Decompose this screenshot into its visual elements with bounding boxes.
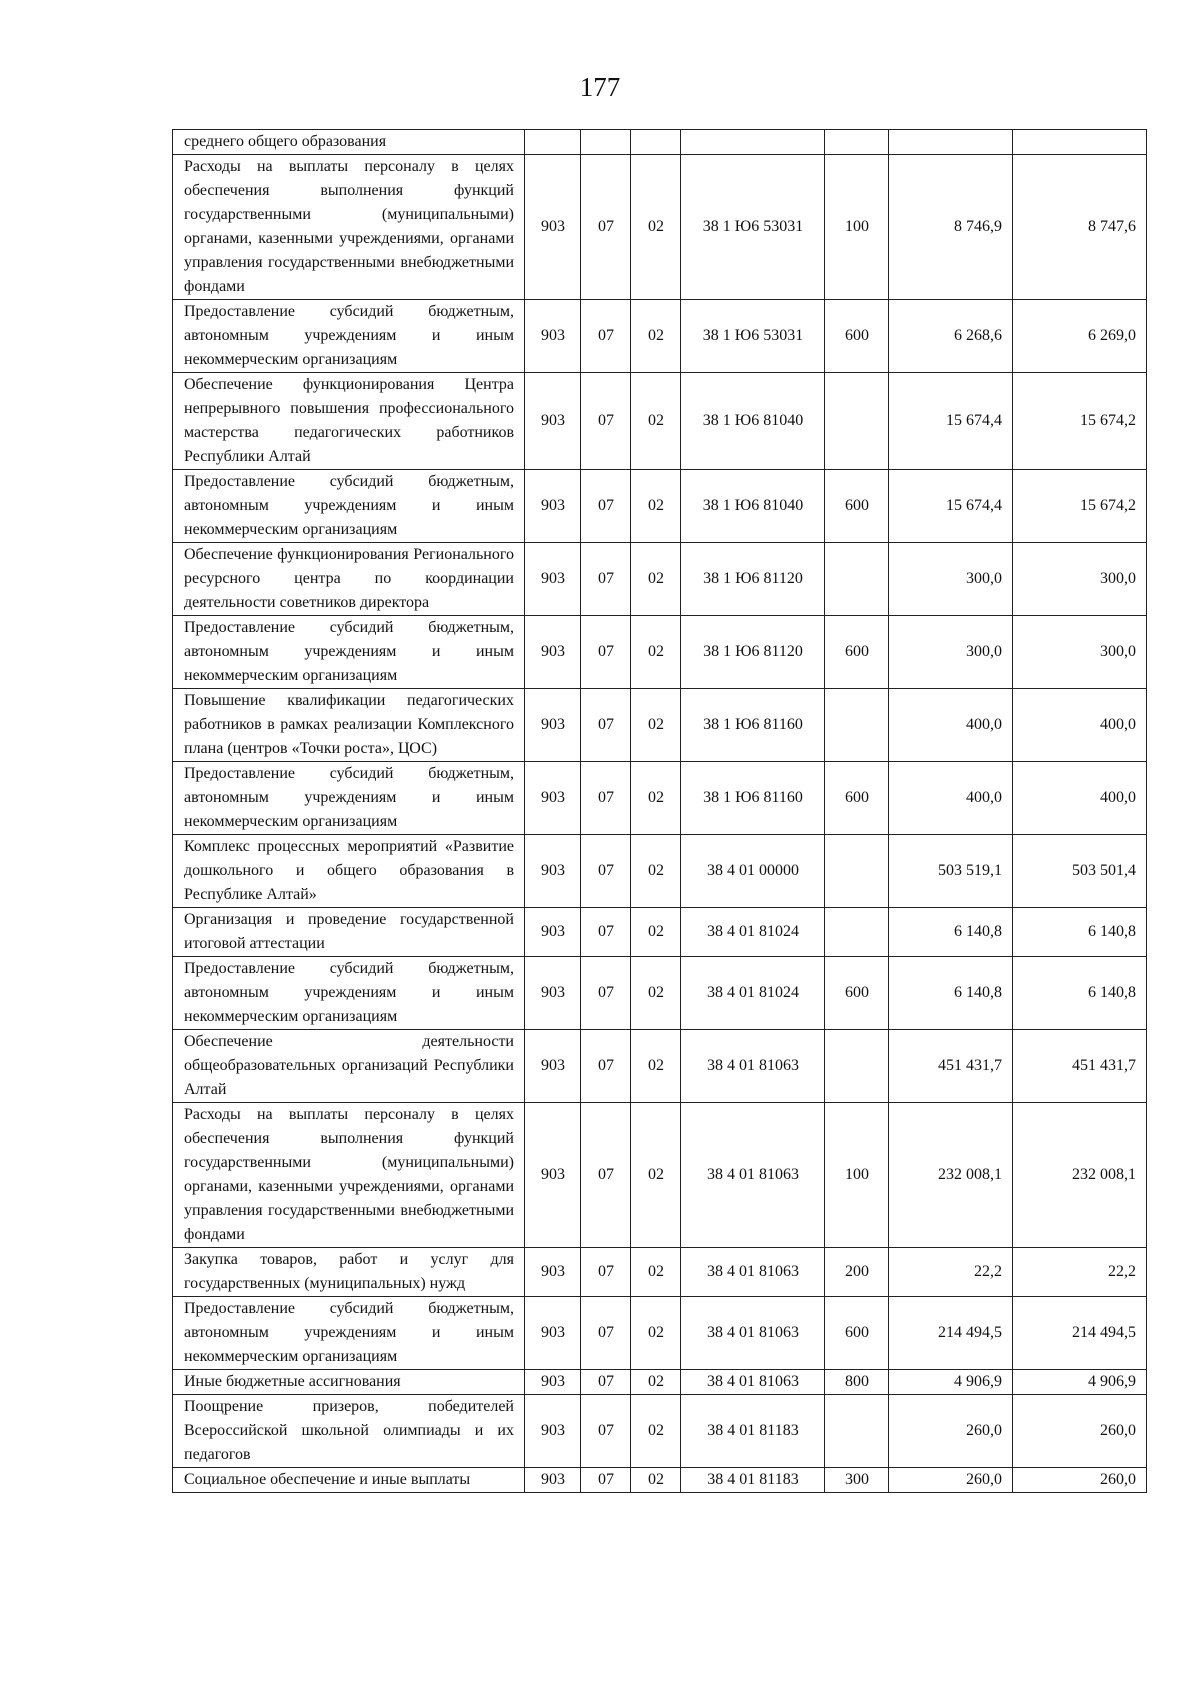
expense-type-code: 100	[825, 1103, 889, 1248]
section-code: 07	[581, 470, 631, 543]
subsection-code: 02	[631, 908, 681, 957]
expense-type-code	[825, 1395, 889, 1468]
target-article-code: 38 4 01 81063	[681, 1370, 825, 1395]
table-row	[173, 1395, 1147, 1468]
table-row	[173, 835, 1147, 908]
table-row	[173, 908, 1147, 957]
subsection-code: 02	[631, 1030, 681, 1103]
expense-type-code: 200	[825, 1248, 889, 1297]
amount-year-2	[1013, 130, 1147, 155]
section-code: 07	[581, 689, 631, 762]
row-description: Предоставление субсидий бюджетным, автономным учреждениям и иным некоммерческим организациям	[173, 616, 525, 689]
subsection-code: 02	[631, 689, 681, 762]
amount-year-2: 8 747,6	[1013, 155, 1147, 300]
amount-year-1: 300,0	[889, 543, 1013, 616]
amount-year-2: 400,0	[1013, 762, 1147, 835]
ministry-code: 903	[525, 300, 581, 373]
subsection-code: 02	[631, 1297, 681, 1370]
expense-type-code	[825, 689, 889, 762]
amount-year-1: 6 268,6	[889, 300, 1013, 373]
subsection-code: 02	[631, 1370, 681, 1395]
amount-year-2: 260,0	[1013, 1468, 1147, 1493]
expense-type-code: 600	[825, 957, 889, 1030]
amount-year-1: 232 008,1	[889, 1103, 1013, 1248]
ministry-code: 903	[525, 835, 581, 908]
target-article-code: 38 1 Ю6 81120	[681, 543, 825, 616]
expense-type-code: 600	[825, 616, 889, 689]
row-description: Обеспечение функционирования Центра непрерывного повышения профессионального мастерства педагогических работников Республики Алтай	[173, 373, 525, 470]
row-description: Предоставление субсидий бюджетным, автономным учреждениям и иным некоммерческим организациям	[173, 762, 525, 835]
section-code: 07	[581, 155, 631, 300]
row-description: Расходы на выплаты персоналу в целях обеспечения выполнения функций государственными (муниципальными) органами, казенными учреждениями, органами управления государственными внебюджетными фондами	[173, 1103, 525, 1248]
section-code: 07	[581, 1468, 631, 1493]
table-row	[173, 1030, 1147, 1103]
table-row	[173, 130, 1147, 155]
amount-year-1: 400,0	[889, 762, 1013, 835]
ministry-code: 903	[525, 373, 581, 470]
target-article-code: 38 4 01 81063	[681, 1103, 825, 1248]
subsection-code: 02	[631, 300, 681, 373]
section-code: 07	[581, 1370, 631, 1395]
ministry-code: 903	[525, 155, 581, 300]
ministry-code: 903	[525, 1103, 581, 1248]
target-article-code: 38 4 01 81183	[681, 1468, 825, 1493]
target-article-code: 38 1 Ю6 81040	[681, 470, 825, 543]
table-row	[173, 689, 1147, 762]
amount-year-1: 22,2	[889, 1248, 1013, 1297]
amount-year-2: 451 431,7	[1013, 1030, 1147, 1103]
amount-year-1: 400,0	[889, 689, 1013, 762]
ministry-code: 903	[525, 543, 581, 616]
amount-year-1: 214 494,5	[889, 1297, 1013, 1370]
amount-year-2: 260,0	[1013, 1395, 1147, 1468]
row-description: Обеспечение функционирования Регионального ресурсного центра по координации деятельности советников директора	[173, 543, 525, 616]
section-code: 07	[581, 1297, 631, 1370]
target-article-code: 38 4 01 81063	[681, 1248, 825, 1297]
amount-year-2: 15 674,2	[1013, 373, 1147, 470]
subsection-code: 02	[631, 1468, 681, 1493]
target-article-code: 38 1 Ю6 81040	[681, 373, 825, 470]
amount-year-2: 6 140,8	[1013, 908, 1147, 957]
ministry-code: 903	[525, 1370, 581, 1395]
amount-year-2: 503 501,4	[1013, 835, 1147, 908]
amount-year-2: 4 906,9	[1013, 1370, 1147, 1395]
target-article-code: 38 1 Ю6 81160	[681, 689, 825, 762]
page-number: 177	[579, 72, 621, 102]
expense-type-code: 600	[825, 762, 889, 835]
ministry-code: 903	[525, 908, 581, 957]
ministry-code: 903	[525, 616, 581, 689]
target-article-code: 38 4 01 81183	[681, 1395, 825, 1468]
amount-year-2: 300,0	[1013, 616, 1147, 689]
subsection-code: 02	[631, 1103, 681, 1248]
subsection-code: 02	[631, 373, 681, 470]
row-description: Поощрение призеров, победителей Всероссийской школьной олимпиады и их педагогов	[173, 1395, 525, 1468]
table-row	[173, 616, 1147, 689]
amount-year-2: 6 140,8	[1013, 957, 1147, 1030]
budget-table	[172, 129, 1147, 1493]
amount-year-1: 6 140,8	[889, 908, 1013, 957]
target-article-code: 38 4 01 81024	[681, 908, 825, 957]
ministry-code: 903	[525, 689, 581, 762]
section-code: 07	[581, 1030, 631, 1103]
target-article-code: 38 4 01 81063	[681, 1297, 825, 1370]
section-code: 07	[581, 762, 631, 835]
section-code: 07	[581, 1103, 631, 1248]
amount-year-1: 260,0	[889, 1468, 1013, 1493]
table-body	[173, 130, 1147, 1493]
target-article-code: 38 1 Ю6 53031	[681, 300, 825, 373]
amount-year-2: 6 269,0	[1013, 300, 1147, 373]
row-description: Иные бюджетные ассигнования	[173, 1370, 525, 1395]
section-code: 07	[581, 373, 631, 470]
ministry-code	[525, 130, 581, 155]
table-row	[173, 470, 1147, 543]
table-row	[173, 1370, 1147, 1395]
amount-year-1: 8 746,9	[889, 155, 1013, 300]
expense-type-code: 100	[825, 155, 889, 300]
ministry-code: 903	[525, 1468, 581, 1493]
amount-year-1	[889, 130, 1013, 155]
amount-year-2: 232 008,1	[1013, 1103, 1147, 1248]
section-code: 07	[581, 1395, 631, 1468]
section-code	[581, 130, 631, 155]
row-description: Социальное обеспечение и иные выплаты	[173, 1468, 525, 1493]
expense-type-code: 600	[825, 300, 889, 373]
target-article-code: 38 4 01 81024	[681, 957, 825, 1030]
row-description: Комплекс процессных мероприятий «Развитие дошкольного и общего образования в Республике Алтай»	[173, 835, 525, 908]
row-description: Организация и проведение государственной итоговой аттестации	[173, 908, 525, 957]
subsection-code: 02	[631, 762, 681, 835]
subsection-code: 02	[631, 543, 681, 616]
table-row	[173, 543, 1147, 616]
expense-type-code	[825, 908, 889, 957]
section-code: 07	[581, 543, 631, 616]
table-row	[173, 1468, 1147, 1493]
expense-type-code	[825, 543, 889, 616]
subsection-code: 02	[631, 616, 681, 689]
amount-year-2: 22,2	[1013, 1248, 1147, 1297]
ministry-code: 903	[525, 957, 581, 1030]
ministry-code: 903	[525, 1395, 581, 1468]
ministry-code: 903	[525, 470, 581, 543]
row-description: Повышение квалификации педагогических работников в рамках реализации Комплексного плана (центров «Точки роста», ЦОС)	[173, 689, 525, 762]
row-description: Предоставление субсидий бюджетным, автономным учреждениям и иным некоммерческим организациям	[173, 470, 525, 543]
expense-type-code	[825, 1030, 889, 1103]
target-article-code: 38 4 01 81063	[681, 1030, 825, 1103]
ministry-code: 903	[525, 1248, 581, 1297]
subsection-code: 02	[631, 1248, 681, 1297]
amount-year-1: 15 674,4	[889, 373, 1013, 470]
table-row	[173, 762, 1147, 835]
target-article-code: 38 1 Ю6 81120	[681, 616, 825, 689]
expense-type-code	[825, 130, 889, 155]
table-row	[173, 373, 1147, 470]
ministry-code: 903	[525, 1297, 581, 1370]
row-description: Закупка товаров, работ и услуг для государственных (муниципальных) нужд	[173, 1248, 525, 1297]
expense-type-code	[825, 835, 889, 908]
expense-type-code: 600	[825, 1297, 889, 1370]
section-code: 07	[581, 300, 631, 373]
target-article-code	[681, 130, 825, 155]
section-code: 07	[581, 835, 631, 908]
table-row	[173, 957, 1147, 1030]
amount-year-1: 260,0	[889, 1395, 1013, 1468]
expense-type-code: 300	[825, 1468, 889, 1493]
amount-year-1: 503 519,1	[889, 835, 1013, 908]
table-row	[173, 155, 1147, 300]
amount-year-2: 15 674,2	[1013, 470, 1147, 543]
amount-year-2: 400,0	[1013, 689, 1147, 762]
subsection-code	[631, 130, 681, 155]
ministry-code: 903	[525, 1030, 581, 1103]
section-code: 07	[581, 957, 631, 1030]
amount-year-1: 15 674,4	[889, 470, 1013, 543]
table-row	[173, 1103, 1147, 1248]
section-code: 07	[581, 616, 631, 689]
table-row	[173, 1297, 1147, 1370]
section-code: 07	[581, 908, 631, 957]
subsection-code: 02	[631, 957, 681, 1030]
target-article-code: 38 1 Ю6 81160	[681, 762, 825, 835]
target-article-code: 38 4 01 00000	[681, 835, 825, 908]
section-code: 07	[581, 1248, 631, 1297]
row-description: Расходы на выплаты персоналу в целях обеспечения выполнения функций государственными (муниципальными) органами, казенными учреждениями, органами управления государственными внебюджетными фондами	[173, 155, 525, 300]
row-description: Предоставление субсидий бюджетным, автономным учреждениям и иным некоммерческим организациям	[173, 957, 525, 1030]
amount-year-1: 6 140,8	[889, 957, 1013, 1030]
table-row	[173, 1248, 1147, 1297]
amount-year-1: 451 431,7	[889, 1030, 1013, 1103]
subsection-code: 02	[631, 155, 681, 300]
expense-type-code: 600	[825, 470, 889, 543]
expense-type-code	[825, 373, 889, 470]
row-description: Предоставление субсидий бюджетным, автономным учреждениям и иным некоммерческим организациям	[173, 1297, 525, 1370]
amount-year-2: 300,0	[1013, 543, 1147, 616]
ministry-code: 903	[525, 762, 581, 835]
amount-year-1: 4 906,9	[889, 1370, 1013, 1395]
row-description: Обеспечение деятельности общеобразовательных организаций Республики Алтай	[173, 1030, 525, 1103]
row-description: среднего общего образования	[173, 130, 525, 155]
expense-type-code: 800	[825, 1370, 889, 1395]
table-row	[173, 300, 1147, 373]
subsection-code: 02	[631, 835, 681, 908]
row-description: Предоставление субсидий бюджетным, автономным учреждениям и иным некоммерческим организациям	[173, 300, 525, 373]
target-article-code: 38 1 Ю6 53031	[681, 155, 825, 300]
amount-year-1: 300,0	[889, 616, 1013, 689]
subsection-code: 02	[631, 470, 681, 543]
amount-year-2: 214 494,5	[1013, 1297, 1147, 1370]
subsection-code: 02	[631, 1395, 681, 1468]
